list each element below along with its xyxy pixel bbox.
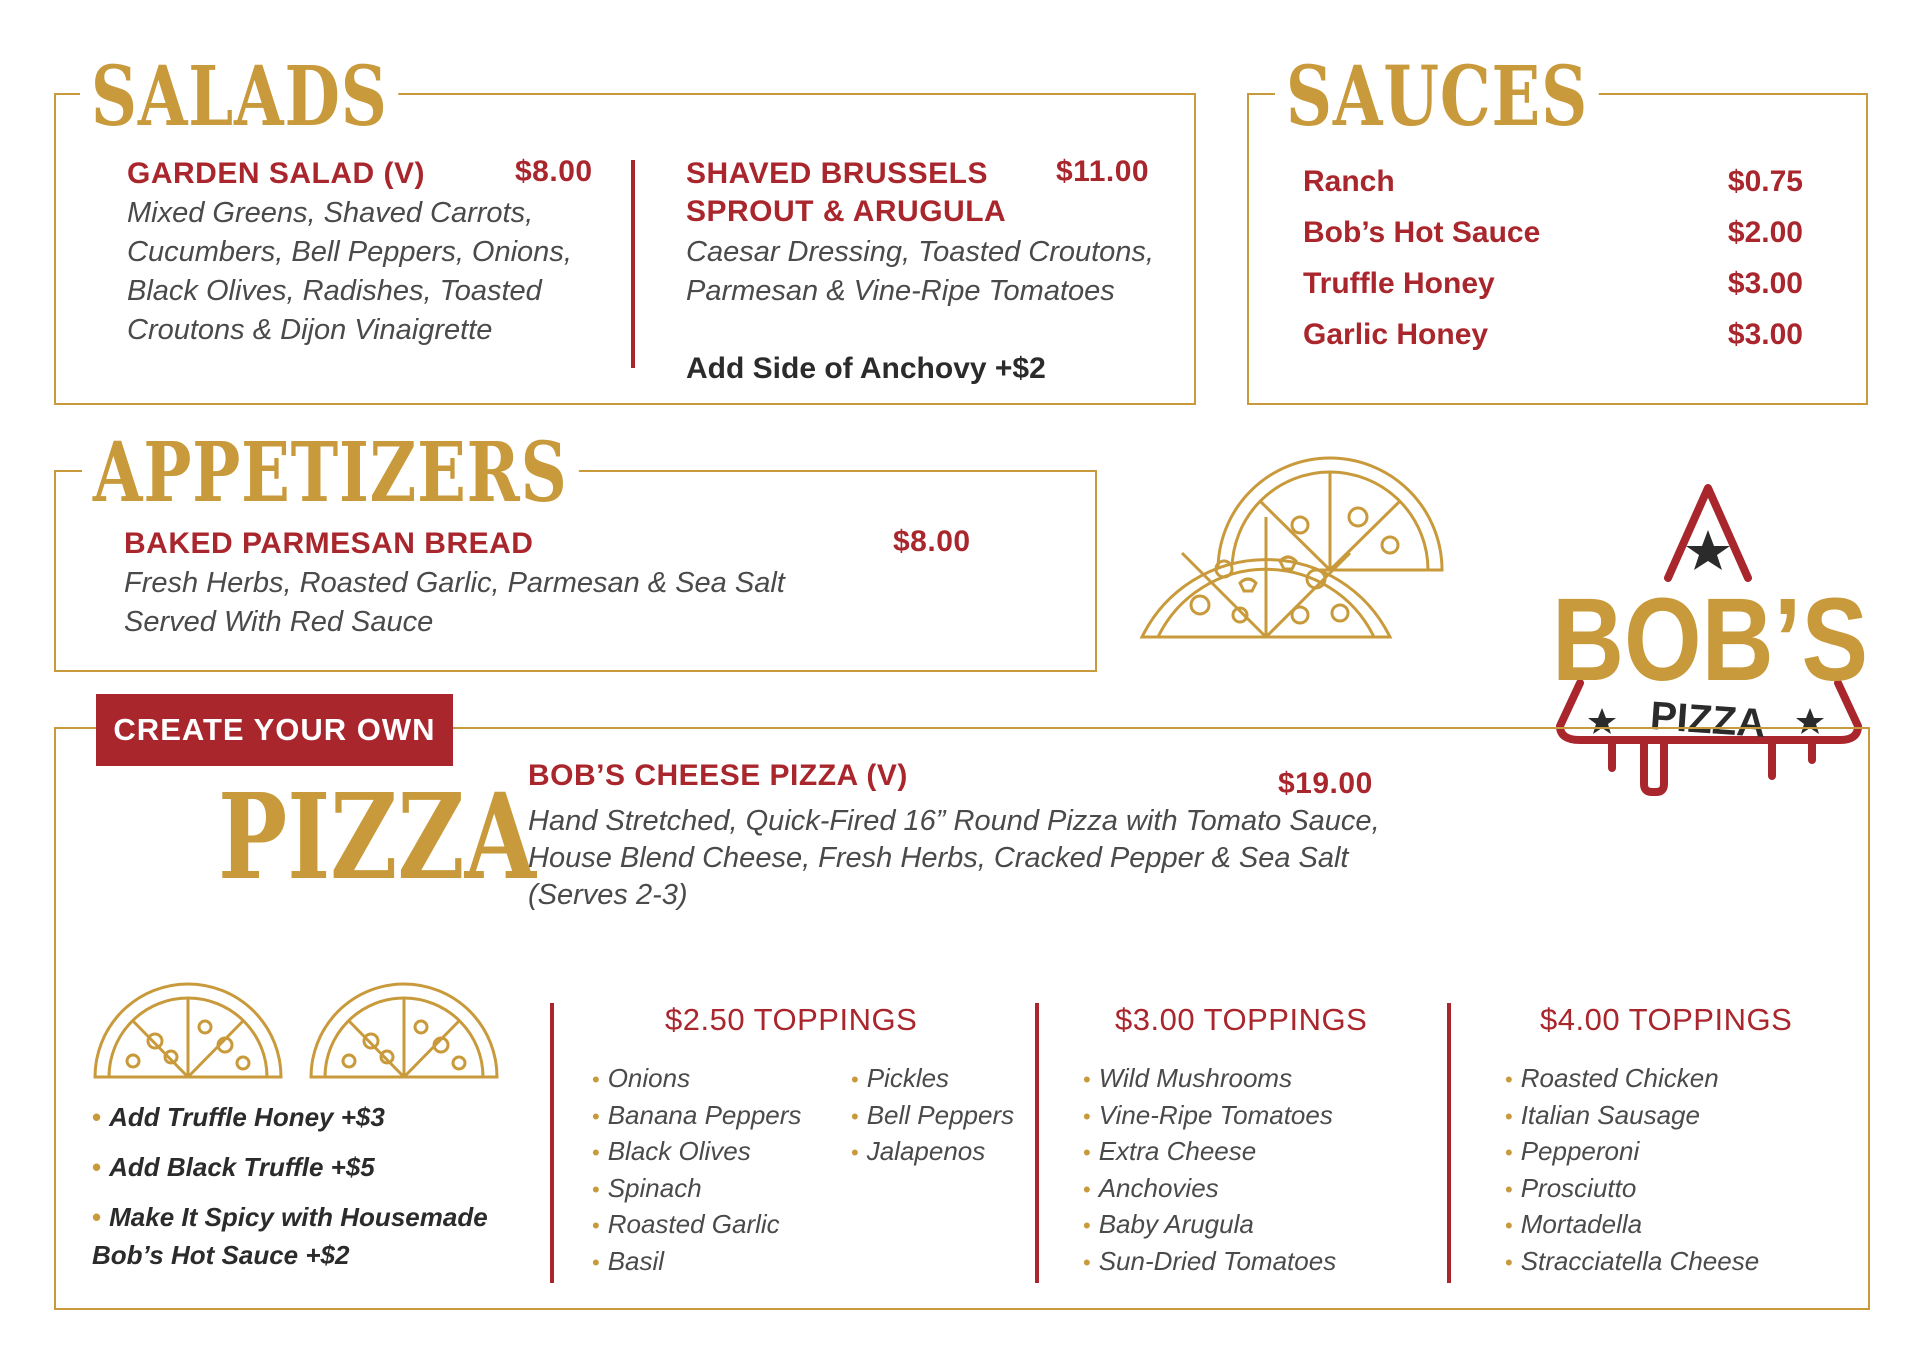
sauce-name: Bob’s Hot Sauce xyxy=(1303,216,1541,249)
logo-brand-text: BOB’S xyxy=(1552,574,1868,706)
pizza-half-icon xyxy=(93,983,283,1079)
sauce-row-ranch xyxy=(1303,165,1803,215)
toppings-400-heading: $4.00 TOPPINGS xyxy=(1540,1002,1793,1037)
parmesan-bread-description-1: Fresh Herbs, Roasted Garlic, Parmesan & Sea Salt xyxy=(124,567,785,599)
brussels-sprout-name: SHAVED BRUSSELS SPROUT & ARUGULA xyxy=(686,157,1007,228)
brussels-sprout-price: $11.00 xyxy=(1056,155,1150,188)
topping-item: • Roasted Garlic xyxy=(592,1209,780,1239)
sauce-row-hot-sauce xyxy=(1303,216,1803,266)
topping-item: • Mortadella xyxy=(1505,1209,1643,1239)
topping-item: • Pickles xyxy=(851,1063,950,1093)
appetizers-heading: APPETIZERS xyxy=(82,432,579,514)
topping-item: • Banana Peppers xyxy=(592,1099,802,1130)
sauce-name: Garlic Honey xyxy=(1303,318,1489,351)
sauce-row-garlic-honey xyxy=(1303,318,1803,368)
cheese-pizza-description-1: Hand Stretched, Quick-Fired 16” Round Pizza with Tomato Sauce, xyxy=(528,805,1380,837)
logo-sub-text: PIZZA xyxy=(1648,694,1768,746)
parmesan-bread-price: $8.00 xyxy=(893,525,971,558)
sauce-price: $3.00 xyxy=(1727,318,1803,351)
topping-item: • Bell Peppers xyxy=(851,1099,1015,1130)
extra-item: • Add Black Truffle +$5 xyxy=(92,1152,375,1182)
sauce-price: $2.00 xyxy=(1727,216,1803,249)
garden-salad-description: Mixed Greens, Shaved Carrots, Cucumbers, Bell Peppers, Onions, Black Olives, Radishes, Toasted Croutons & Dijon Vinaigrette xyxy=(127,197,572,346)
sauces-heading: SAUCES xyxy=(1275,56,1599,138)
pizza-slices-illustration xyxy=(1140,465,1460,650)
salads-heading: SALADS xyxy=(80,56,399,138)
topping-item: • Spinach xyxy=(592,1172,702,1203)
toppings-250-list-2 xyxy=(851,1061,1014,1171)
cheese-pizza-description-2: House Blend Cheese, Fresh Herbs, Cracked Pepper & Sea Salt xyxy=(528,842,1349,874)
cheese-pizza-description-3: (Serves 2-3) xyxy=(528,879,688,911)
topping-item: • Jalapenos xyxy=(851,1136,986,1166)
topping-item: • Pepperoni xyxy=(1505,1136,1640,1166)
toppings-300-heading: $3.00 TOPPINGS xyxy=(1115,1002,1368,1037)
cheese-pizza-name: BOB’S CHEESE PIZZA (V) xyxy=(528,759,908,792)
parmesan-bread-name: BAKED PARMESAN BREAD xyxy=(124,527,534,560)
cheese-pizza-price: $19.00 xyxy=(1278,767,1373,800)
parmesan-bread-description-2: Served With Red Sauce xyxy=(124,606,434,638)
topping-item: • Stracciatella Cheese xyxy=(1505,1245,1760,1276)
topping-item: • Black Olives xyxy=(592,1136,751,1166)
toppings-divider xyxy=(550,1003,554,1283)
create-your-own-banner: CREATE YOUR OWN xyxy=(96,694,453,766)
toppings-divider xyxy=(1035,1003,1039,1283)
extra-item: • Make It Spicy with Housemade Bob’s Hot Sauce +$2 xyxy=(92,1202,488,1270)
extra-item: • Add Truffle Honey +$3 xyxy=(92,1102,385,1132)
salads-divider xyxy=(631,160,635,368)
pizza-half-icon xyxy=(309,983,499,1079)
sauce-name: Truffle Honey xyxy=(1303,267,1495,300)
garden-salad-name: GARDEN SALAD (V) xyxy=(127,157,425,190)
sauce-name: Ranch xyxy=(1303,165,1395,198)
pizza-heading: PIZZA xyxy=(218,767,537,906)
topping-item: • Baby Arugula xyxy=(1083,1209,1254,1239)
topping-item: • Prosciutto xyxy=(1505,1172,1637,1203)
topping-item: • Wild Mushrooms xyxy=(1083,1063,1293,1093)
topping-item: • Roasted Chicken xyxy=(1505,1063,1719,1093)
pizza-extras-list xyxy=(92,1098,532,1286)
topping-item: • Sun-Dried Tomatoes xyxy=(1083,1245,1337,1276)
sauce-price: $0.75 xyxy=(1727,165,1803,198)
toppings-250-list-1 xyxy=(592,1061,801,1280)
anchovy-note: Add Side of Anchovy +$2 xyxy=(686,352,1046,385)
toppings-250-heading: $2.50 TOPPINGS xyxy=(665,1002,918,1037)
toppings-400-list xyxy=(1505,1061,1759,1280)
toppings-300-list xyxy=(1083,1061,1336,1280)
toppings-divider xyxy=(1447,1003,1451,1283)
topping-item: • Extra Cheese xyxy=(1083,1136,1257,1166)
brussels-sprout-description: Caesar Dressing, Toasted Croutons, Parmesan & Vine-Ripe Tomatoes xyxy=(686,236,1154,307)
topping-item: • Onions xyxy=(592,1063,691,1093)
topping-item: • Basil xyxy=(592,1245,665,1276)
topping-item: • Italian Sausage xyxy=(1505,1099,1700,1130)
garden-salad-price: $8.00 xyxy=(515,155,593,188)
topping-item: • Anchovies xyxy=(1083,1172,1219,1203)
topping-item: • Vine-Ripe Tomatoes xyxy=(1083,1099,1333,1130)
sauce-row-truffle-honey xyxy=(1303,267,1803,317)
sauce-price: $3.00 xyxy=(1727,267,1803,300)
